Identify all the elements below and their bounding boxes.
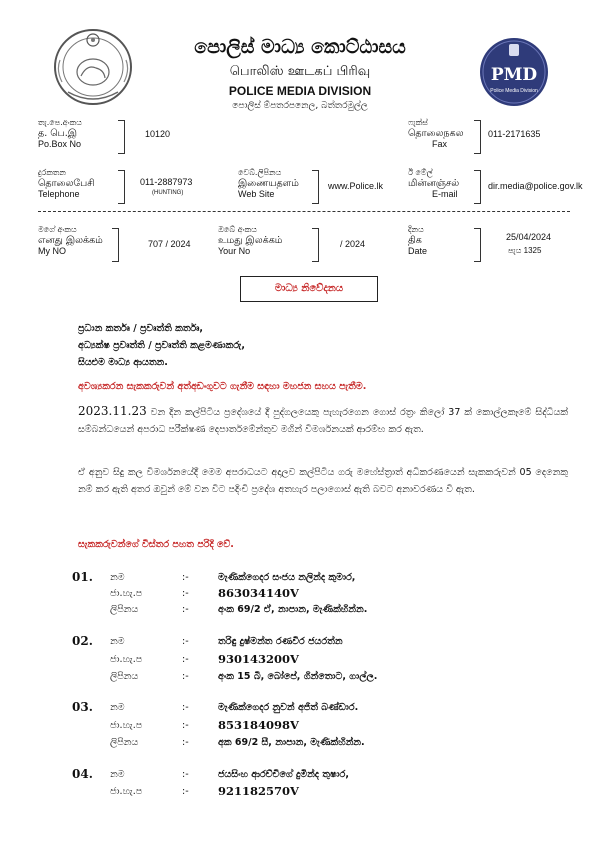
colon: :- — [182, 588, 189, 599]
suspect-address: අංක 15 බී, බෝපේ, ගින්තොට, ගාල්ල. — [218, 671, 378, 682]
suspect-number: 04. — [72, 767, 93, 781]
subject-heading: අවශ්‍යකරන සැකකරුවන් අත්අඩංගුවට ගැනීම සඳහා මහජන සහය පැතීම. — [78, 381, 367, 392]
pobox-brace — [118, 120, 125, 154]
suspect-name: මැණික්ගෙදර නුවන් අජිත් බණ්ඩාර. — [218, 702, 359, 713]
email-label: ඊ මේල් மின்னஞ்சல் E-mail — [408, 168, 460, 199]
paragraph-2: ඒ අනුව සිදු කල විමර්ශනයේදී මෙම අපරාධයට අදාලව කල්පිටිය ගරු මහේස්ත්‍රාත් අධිකරණයෙන් සැකකරුවන් 05 දෙනෙකු නම් කර ඇති අතර ඔවුන් මේ වන විට පදිංචි ප්‍රදේශ අතහැර පලාගොස් ඇති බවට අනාවරණය වී ඇත. — [78, 467, 568, 495]
suspect-nic: 853184098V — [218, 718, 299, 732]
suspect-name-label: නම — [110, 572, 125, 583]
suspect-number: 03. — [72, 700, 93, 714]
addressee-line: සියළුම මාධ්‍ය ආයතන. — [78, 357, 168, 368]
suspect-name: ජයසිංහ ආරච්චිගේ දුමින්ද තුෂාර, — [218, 769, 349, 780]
media-notice-title: මාධ්‍ය නිවේදනය — [240, 276, 378, 302]
suspect-nic-label: ජා.හැ.ප — [110, 720, 143, 731]
header-title-sinhala: පොලිස් මාධ්‍ය කොට්ඨාසය — [194, 36, 406, 58]
pobox-label: තැ.පෙ.අංකය த. பெ.இ Po.Box No — [38, 118, 82, 149]
colon: :- — [182, 737, 189, 748]
website-link[interactable]: www.Police.lk — [328, 181, 384, 191]
suspect-nic-label: ජා.හැ.ප — [110, 588, 143, 599]
telephone-label: දුරකතන தொலைபேசி Telephone — [38, 168, 95, 199]
colon: :- — [182, 604, 189, 615]
suspect-address: අක 69/2 සී, නාපාන, මැණික්හින්න. — [218, 737, 365, 748]
suspect-nic: 930143200V — [218, 652, 299, 666]
colon: :- — [182, 671, 189, 682]
my-no-label: මගේ අංකය எனது இலக்கம் My NO — [38, 225, 103, 256]
your-no-label: ඔබේ අංකය உமது இலக்கம் Your No — [218, 225, 283, 256]
colon: :- — [182, 720, 189, 731]
suspect-nic-label: ජා.හැ.ප — [110, 786, 143, 797]
pmd-logo-subtitle: Police Media Division — [490, 88, 538, 94]
suspect-name-label: නම — [110, 769, 125, 780]
email-link[interactable]: dir.media@police.gov.lk — [488, 181, 583, 191]
paragraph-1 — [78, 403, 568, 438]
fax-brace — [474, 120, 481, 154]
time-number: 1325 — [523, 246, 542, 255]
my-no-value: 707 / 2024 — [148, 239, 191, 249]
addressee-line: අධ්‍යක්ෂ ප්‍රවෘත්ති / ප්‍රවෘත්ති කළමණාකරු, — [78, 340, 245, 351]
suspect-number: 01. — [72, 570, 93, 584]
header-address: පොලිස් ම්පතරපනෙල, බත්තරමුල්ල — [232, 101, 368, 111]
suspect-name: මැණික්ගෙදර සංජය නලින්ද කුමාර, — [218, 572, 356, 583]
paragraph-1-text: වන දින කල්පිටිය ප්‍රදේශයේ දී පුද්ගලයෙකු පැහැරගෙන ගොස් රත්‍රං කිලෝ 37 ක් කොල්ලකෑමේ සිද්ධියක් සම්බන්ධයෙන් අපරාධ පරීක්ෂණ දෙපාර්තමේන්තුව මගින් විමර්ශනයක් ආරම්භ කර ඇත. — [78, 407, 568, 435]
time-value — [508, 246, 541, 256]
pmd-logo-text: PMD — [490, 65, 538, 85]
website-brace — [312, 170, 319, 204]
suspect-address-label: ලිපිනය — [110, 671, 139, 682]
your-no-value: / 2024 — [340, 239, 366, 249]
time-label: පැය — [508, 246, 522, 255]
header-divider — [38, 211, 570, 212]
telephone-value: 011-2887973 — [140, 177, 193, 187]
telephone-hunting-note: (HUNTING) — [152, 190, 184, 196]
fax-value: 011-2171635 — [488, 129, 541, 139]
pobox-value: 10120 — [145, 129, 171, 139]
details-heading: සැකකරුවන්ගේ විස්තර පහත පරිදි වේ. — [78, 539, 234, 550]
suspect-nic-label: ජා.හැ.ප — [110, 654, 143, 665]
your-no-brace — [312, 228, 319, 262]
date-brace — [474, 228, 481, 262]
suspect-nic: 921182570V — [218, 784, 299, 798]
suspect-nic: 863034140V — [218, 586, 299, 600]
suspect-name-label: නම — [110, 702, 125, 713]
fax-label: ෆැක්ස් தொலைநகல Fax — [408, 118, 464, 149]
date-label: දිනය திக Date — [408, 225, 428, 256]
suspect-address-label: ලිපිනය — [110, 604, 139, 615]
suspect-address: අංක 69/2 ඒ, නාපාන, මැණික්හින්න. — [218, 604, 368, 615]
suspect-name-label: නම — [110, 636, 125, 647]
date-value: 25/04/2024 — [506, 232, 552, 242]
suspect-number: 02. — [72, 634, 93, 648]
header-title-tamil: பொலிஸ் ஊடகப் பிரிவு — [229, 64, 371, 79]
header-title-english: POLICE MEDIA DIVISION — [228, 84, 372, 98]
addressee-line: ප්‍රධාන කර්තෘ / ප්‍රවෘත්ති කර්තෘ, — [78, 323, 204, 334]
email-brace — [474, 170, 481, 204]
suspect-address-label: ලිපිනය — [110, 737, 139, 748]
colon: :- — [182, 786, 189, 797]
colon: :- — [182, 636, 189, 647]
website-label: වෙබ්.ලිපිනය இணையதளம் Web Site — [238, 168, 299, 199]
colon: :- — [182, 769, 189, 780]
telephone-brace — [118, 170, 125, 204]
colon: :- — [182, 702, 189, 713]
suspect-name: තරිඳු දුෂ්මන්ත රණවීර ජයරත්න — [218, 636, 343, 647]
colon: :- — [182, 572, 189, 583]
my-no-brace — [112, 228, 119, 262]
paragraph-1-date: 2023.11.23 — [78, 404, 147, 418]
colon: :- — [182, 654, 189, 665]
addressee-block — [78, 320, 245, 371]
